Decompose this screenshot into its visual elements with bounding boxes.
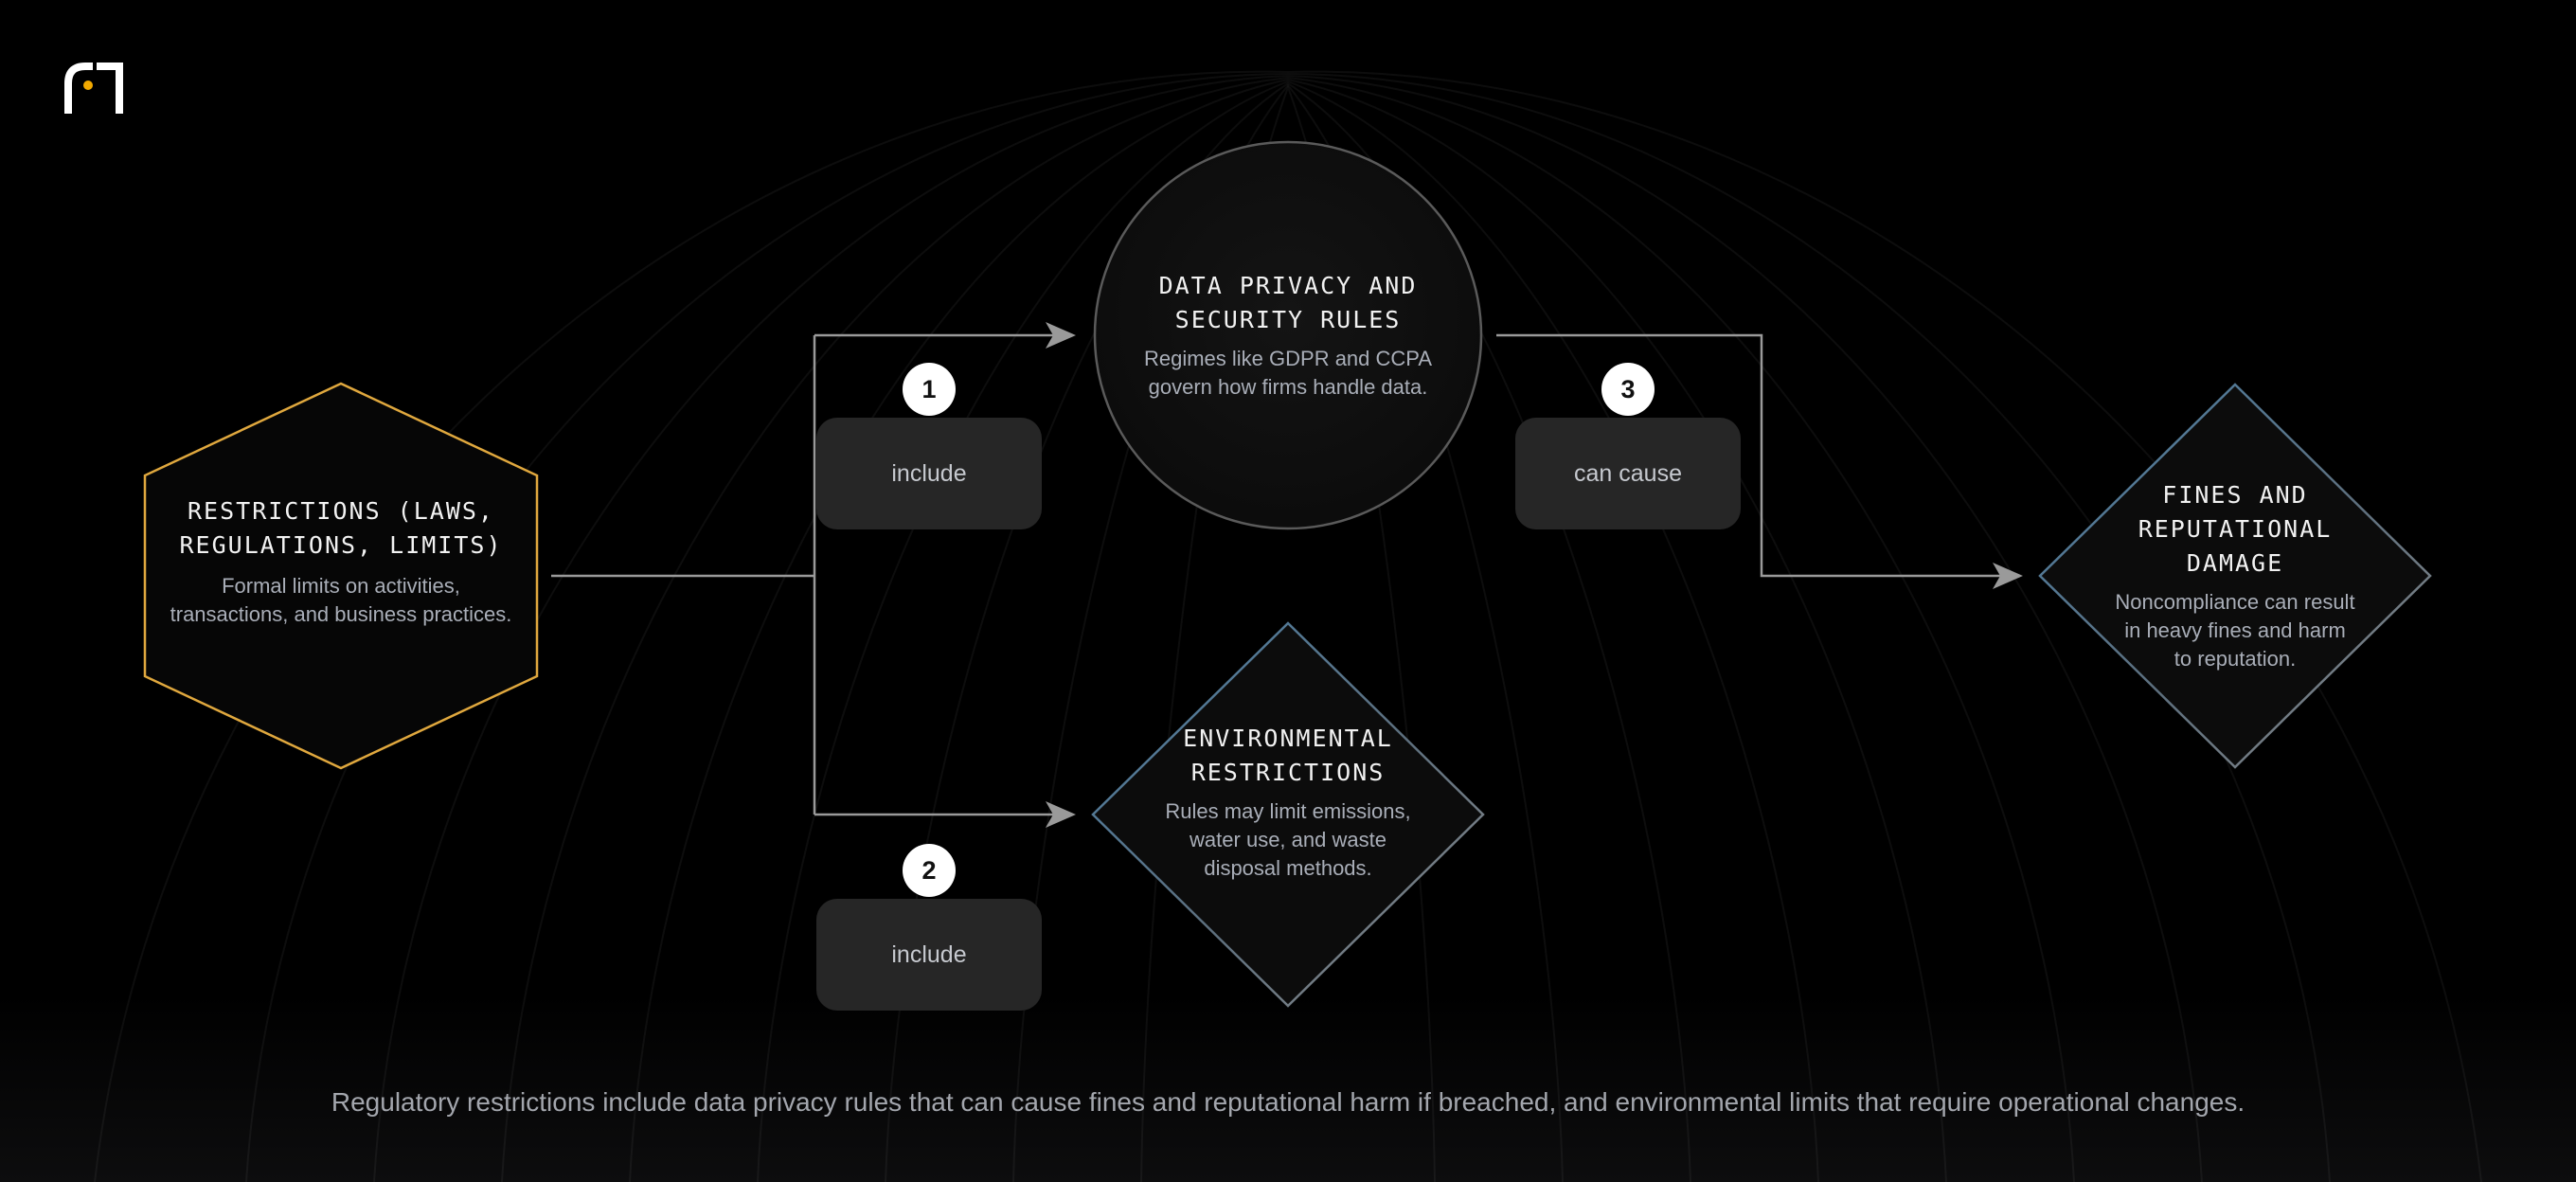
node-title: ENVIRONMENTAL RESTRICTIONS [1183, 725, 1393, 786]
brand-logo-icon [64, 63, 123, 114]
environmental-node [1165, 722, 1411, 883]
node-title: DATA PRIVACY AND SECURITY RULES [1158, 272, 1418, 333]
node-description: Noncompliance can result in heavy fines and harm to reputation. [2115, 590, 2355, 671]
fines-node [2114, 478, 2356, 673]
edge-label-include-data-privacy: include [816, 418, 1042, 529]
step-badge-1: 1 [903, 363, 956, 416]
node-description: Rules may limit emissions, water use, and waste disposal methods. [1165, 799, 1411, 880]
edge-label-can-cause: can cause [1515, 418, 1741, 529]
step-badge-2: 2 [903, 844, 956, 897]
node-title: FINES AND REPUTATIONAL DAMAGE [2138, 481, 2333, 577]
node-description: Regimes like GDPR and CCPA govern how firms handle data. [1143, 347, 1433, 399]
node-description: Formal limits on activities, transactions, and business practices. [170, 574, 512, 626]
step-badge-3: 3 [1601, 363, 1655, 416]
diagram-caption: Regulatory restrictions include data privacy rules that can cause fines and reputational harm if breached, and environmental limits that require operational changes. [331, 1087, 2245, 1117]
restrictions-node [166, 494, 516, 629]
data-privacy-node [1141, 269, 1435, 402]
node-title: RESTRICTIONS (LAWS, REGULATIONS, LIMITS) [179, 497, 503, 559]
edge-label-include-environmental: include [816, 899, 1042, 1011]
